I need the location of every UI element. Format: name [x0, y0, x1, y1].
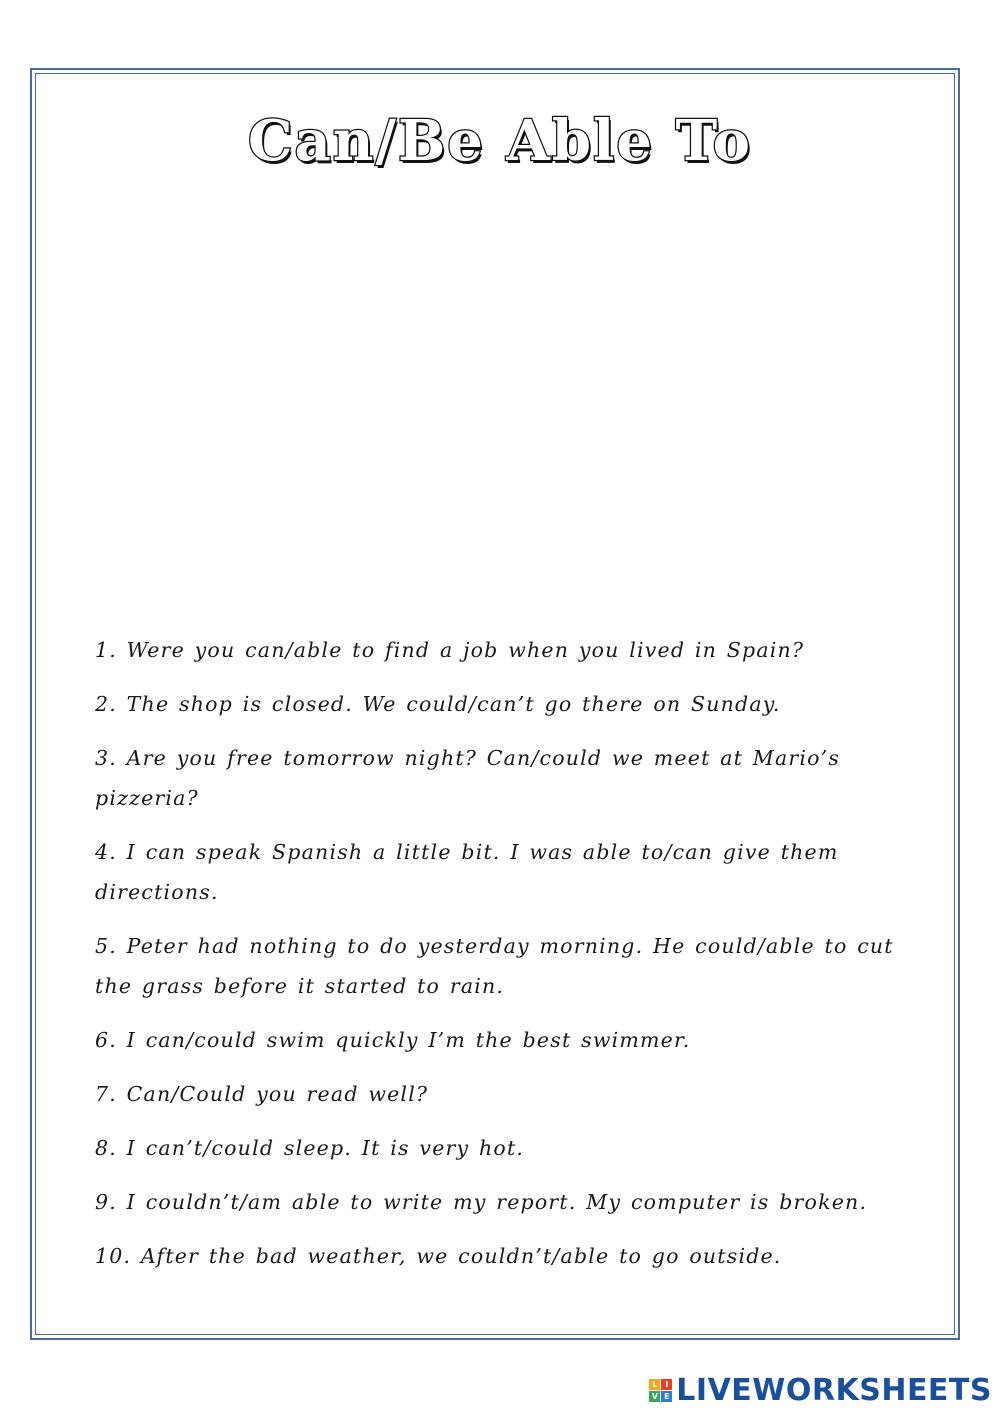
question-list [95, 630, 895, 1290]
question-5: 5. Peter had nothing to do yesterday morning. He could/able to cut the grass before it started to rain. [95, 934, 894, 998]
question-3: 3. Are you free tomorrow night? Can/could we meet at Mario’s pizzeria? [95, 746, 841, 810]
question-7: 7. Can/Could you read well? [95, 1082, 429, 1106]
liveworksheets-logo[interactable] [649, 1372, 992, 1408]
logo-text: LIVEWORKSHEETS [676, 1372, 992, 1408]
question-9: 9. I couldn’t/am able to write my report. My computer is broken. [95, 1190, 868, 1214]
question-4: 4. I can speak Spanish a little bit. I was able to/can give them directions. [95, 840, 839, 904]
logo-badge-letter: L [649, 1379, 660, 1390]
question-2: 2. The shop is closed. We could/can’t go there on Sunday. [95, 692, 781, 716]
question-10: 10. After the bad weather, we couldn’t/able to go outside. [95, 1244, 782, 1268]
question-6: 6. I can/could swim quickly I’m the best swimmer. [95, 1028, 691, 1052]
logo-badge-letter: E [661, 1391, 672, 1402]
worksheet-title: Can/Be Able To [247, 108, 753, 174]
question-1: 1. Were you can/able to find a job when you lived in Spain? [95, 638, 805, 662]
logo-badge-letter: I [661, 1379, 672, 1390]
logo-badge-letter: V [649, 1391, 660, 1402]
question-8: 8. I can’t/could sleep. It is very hot. [95, 1136, 525, 1160]
logo-badge-icon [649, 1379, 672, 1402]
